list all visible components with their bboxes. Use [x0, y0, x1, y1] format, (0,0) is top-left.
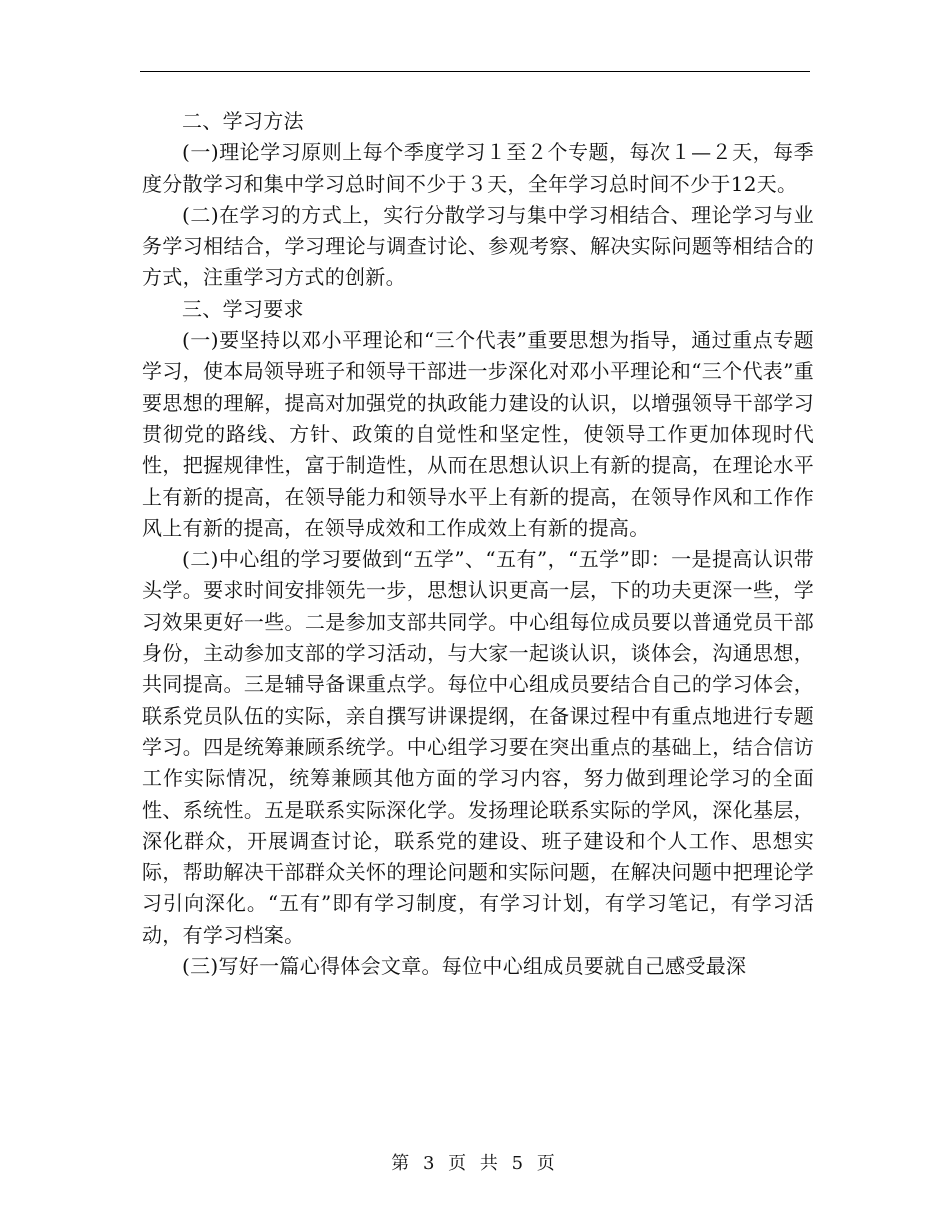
paragraph: (二)在学习的方式上，实行分散学习与集中学习相结合、理论学习与业务学习相结合，学习理论与调查讨论、参观考察、解决实际问题等相结合的方式，注重学习方式的创新。 [142, 202, 814, 290]
document-body [142, 106, 814, 982]
section-heading: 三、学习要求 [182, 296, 304, 321]
section-heading: 二、学习方法 [182, 109, 304, 133]
paragraph: (三)写好一篇心得体会文章。每位中心组成员要就自己感受最深 [182, 954, 747, 979]
paragraph: (二)中心组的学习要做到“五学”、“五有”，“五学”即：一是提高认识带头学。要求时间安排领先一步，思想认识更高一层，下的功夫更深一些，学习效果更好一些。二是参加支部共同学。中心组每位成员要以普通党员干部身份，主动参加支部的学习活动，与大家一起谈认识，谈体会，沟通思想，共同提高。三是辅导备课重点学。每位中心组成员要结合自己的学习体会，联系党员队伍的实际，亲自撰写讲课提纲，在备课过程中有重点地进行专题学习。四是统筹兼顾系统学。中心组学习要在突出重点的基础上，结合信访工作实际情况，统筹兼顾其他方面的学习内容，努力做到理论学习的全面性、系统性。五是联系实际深化学。发扬理论联系实际的学风，深化基层，深化群众，开展调查讨论，联系党的建设、班子建设和个人工作、思想实际，帮助解决干部群众关怀的理论问题和实际问题，在解决问题中把理论学习引向深化。“五有”即有学习制度，有学习计划，有学习笔记，有学习活动，有学习档案。 [142, 547, 814, 947]
header-rule [140, 71, 810, 72]
paragraph: (一)要坚持以邓小平理论和“三个代表”重要思想为指导，通过重点专题学习，使本局领导班子和领导干部进一步深化对邓小平理论和“三个代表”重要思想的理解，提高对加强党的执政能力建设的认识，以增强领导干部学习贯彻党的路线、方针、政策的自觉性和坚定性，使领导工作更加体现时代性，把握规律性，富于制造性，从而在思想认识上有新的提高，在理论水平上有新的提高，在领导能力和领导水平上有新的提高，在领导作风和工作作风上有新的提高，在领导成效和工作成效上有新的提高。 [142, 328, 814, 540]
page-number: 第 3 页 共 5 页 [391, 1153, 559, 1174]
paragraph: (一)理论学习原则上每个季度学习１至２个专题，每次１—２天，每季度分散学习和集中学习总时间不少于３天，全年学习总时间不少于12天。 [142, 140, 814, 196]
